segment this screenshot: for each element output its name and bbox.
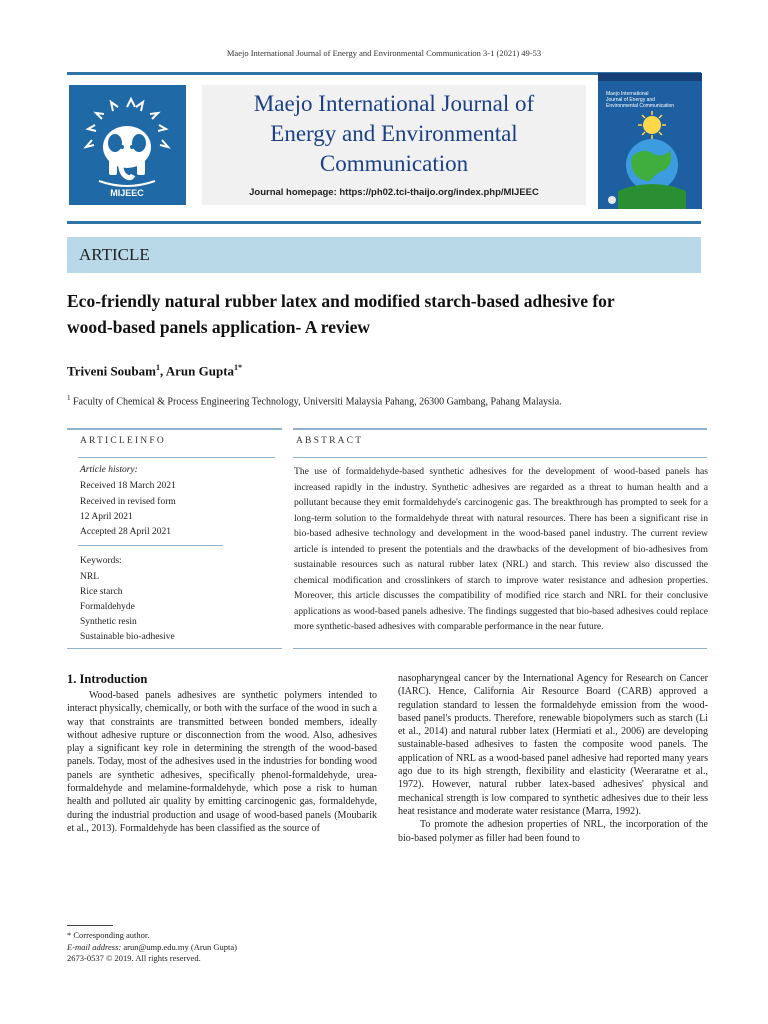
body-column-right xyxy=(398,672,708,845)
keyword-item: NRL xyxy=(80,572,99,582)
abstract-heading: ABSTRACT xyxy=(296,436,364,446)
keywords-divider xyxy=(78,545,223,546)
journal-masthead xyxy=(202,85,586,205)
keyword-item: Sustainable bio-adhesive xyxy=(80,632,175,642)
globe-cover-icon xyxy=(598,73,702,209)
abstract-divider xyxy=(293,457,707,458)
article-info-heading: ARTICLEINFO xyxy=(80,436,166,446)
revised-label: Received in revised form xyxy=(80,497,176,507)
accepted-date: Accepted 28 April 2021 xyxy=(80,527,172,537)
logo-text: MIJEEC xyxy=(110,188,144,198)
affiliation xyxy=(67,394,562,407)
author-name: Triveni Soubam xyxy=(67,363,156,379)
footnote-rule xyxy=(67,925,113,926)
corresponding-author-note: * Corresponding author. xyxy=(67,930,150,940)
affiliation-text: Faculty of Chemical & Process Engineering Technology, Universiti Malaysia Pahang, 26300 Gambang, Pahang Malaysia. xyxy=(70,396,562,408)
paper-title xyxy=(67,288,707,340)
author-name: Arun Gupta xyxy=(165,363,235,379)
email-note xyxy=(67,942,237,954)
header-rule-bottom xyxy=(67,221,701,224)
keywords-label: Keywords: xyxy=(80,556,122,566)
received-date: Received 18 March 2021 xyxy=(80,481,176,491)
email-address: arun@ump.edu.my (Arun Gupta) xyxy=(121,941,237,952)
article-type-banner xyxy=(67,237,701,273)
abstract-body: The use of formaldehyde-based synthetic adhesives for the development of wood-based panels has increased rapidly in the industry. Synthetic adhesives are regarded as a threat to human health and a pollutant because they emit formaldehyde's carcinogenic gas. The breakthrough has prompted to seek for a long-term solution to the formaldehyde threat with natural resources. There has been a significant rise in bio-based adhesive technology and development in the wood-based panel industry. The current review article is intended to present the potentials and the drawbacks of the development of bio-adhesives from sustainable resources such as natural rubber latex (NRL) and starch. This review also discussed the chemical modification and crosslinkers of starch to improve water resistance and adhesion properties. Moreover, this article discusses the compatibility of modified rice starch and NRL for their conclusive applications as wood-based panels adhesive. The findings suggested that bio-based adhesives could replace more synthetic-based adhesives with comparable performance in the near future. xyxy=(294,466,708,632)
journal-homepage-link[interactable]: Journal homepage: https://ph02.tci-thaijo.org/index.php/MIJEEC xyxy=(249,187,539,198)
keyword-item: Rice starch xyxy=(80,587,123,597)
journal-title-line1: Maejo International Journal of xyxy=(253,91,535,116)
article-info-rule xyxy=(67,428,282,430)
footnotes xyxy=(67,930,237,965)
body-paragraph: To promote the adhesion properties of NRL, the incorporation of the bio-based polymer as filler had been found to xyxy=(398,819,708,844)
body-paragraph: Wood-based panels adhesives are synthetic polymers intended to interact physically, chemically, or both with the surface of the wood in such a way that constraints are transmitted between bonded members, ideally without adhesive rupture or disconnection from the wood. Also, adhesives play a significant key role in determining the strength of the wood-based panels. Today, most of the adhesives used in the industries for bonding wood panels are synthetic adhesives, specifically phenol-formaldehyde, urea-formaldehyde and melamine-formaldehyde, which pose a risk to human health and polluted air quality by emitting carcinogenic gas, formaldehyde, during the industrial production and usage of wood-based panels (Moubarik et al., 2013). Formaldehyde has been classified as the source of xyxy=(67,690,377,834)
journal-title-line2: Energy and Environmental xyxy=(270,121,518,146)
keyword-item: Synthetic resin xyxy=(80,617,137,627)
affiliation-mark: 1 xyxy=(67,394,71,402)
journal-title-line3: Communication xyxy=(319,151,469,176)
author-affiliation-mark: 1 xyxy=(155,363,160,372)
body-paragraph: nasopharyngeal cancer by the International Agency for Research on Cancer (IARC). Hence, California Air Resource Board (CARB) approved a regulation standard to lessen the formaldehyde emission from the wood-based panel's products. Therefore, renewable biopolymers such as starch (Li et al., 2014) and natural rubber latex (Hermiati et al., 2006) are developing sustainable-based adhesives to fasten the composite wood panels. The application of NRL as a wood-based panel adhesive had reported many years ago due to its high strength, flexibility and elasticity (Weeraratne et al., 1972). However, natural rubber latex-based adhesives' physical and mechanical strength is low compared to synthetic adhesives due to their less heat resistance and moderate water resistance (Marra, 1992). xyxy=(398,673,708,817)
paper-title-line1: Eco-friendly natural rubber latex and modified starch-based adhesive for xyxy=(67,291,615,311)
cover-title-line1: Maejo International xyxy=(606,91,649,97)
section-heading-introduction: 1. Introduction xyxy=(67,672,148,686)
copyright-note: 2673-0537 © 2019. All rights reserved. xyxy=(67,953,201,963)
article-info-rule-bottom xyxy=(67,648,282,649)
journal-logo xyxy=(69,85,186,205)
cover-title-line3: Environmental Communication xyxy=(606,103,675,109)
author-affiliation-mark: 1* xyxy=(234,363,243,372)
author-list xyxy=(67,363,242,379)
cover-title-line2: Journal of Energy and xyxy=(606,97,655,103)
body-column-left xyxy=(67,689,377,835)
abstract-rule-bottom xyxy=(293,648,707,649)
journal-cover-thumbnail xyxy=(598,73,702,209)
article-type-label: ARTICLE xyxy=(79,245,150,264)
keyword-item: Formaldehyde xyxy=(80,602,135,612)
email-label: E-mail address: xyxy=(67,941,122,952)
elephant-logo-icon xyxy=(69,85,186,205)
paper-title-line2: wood-based panels application- A review xyxy=(67,317,371,337)
revised-date: 12 April 2021 xyxy=(80,512,133,522)
abstract-rule xyxy=(293,428,707,430)
author-separator: , xyxy=(159,363,166,379)
article-info-divider xyxy=(78,457,275,458)
article-history-label: Article history: xyxy=(80,465,138,475)
running-head: Maejo International Journal of Energy and Environmental Communication 3-1 (2021) 49-53 xyxy=(226,48,542,58)
